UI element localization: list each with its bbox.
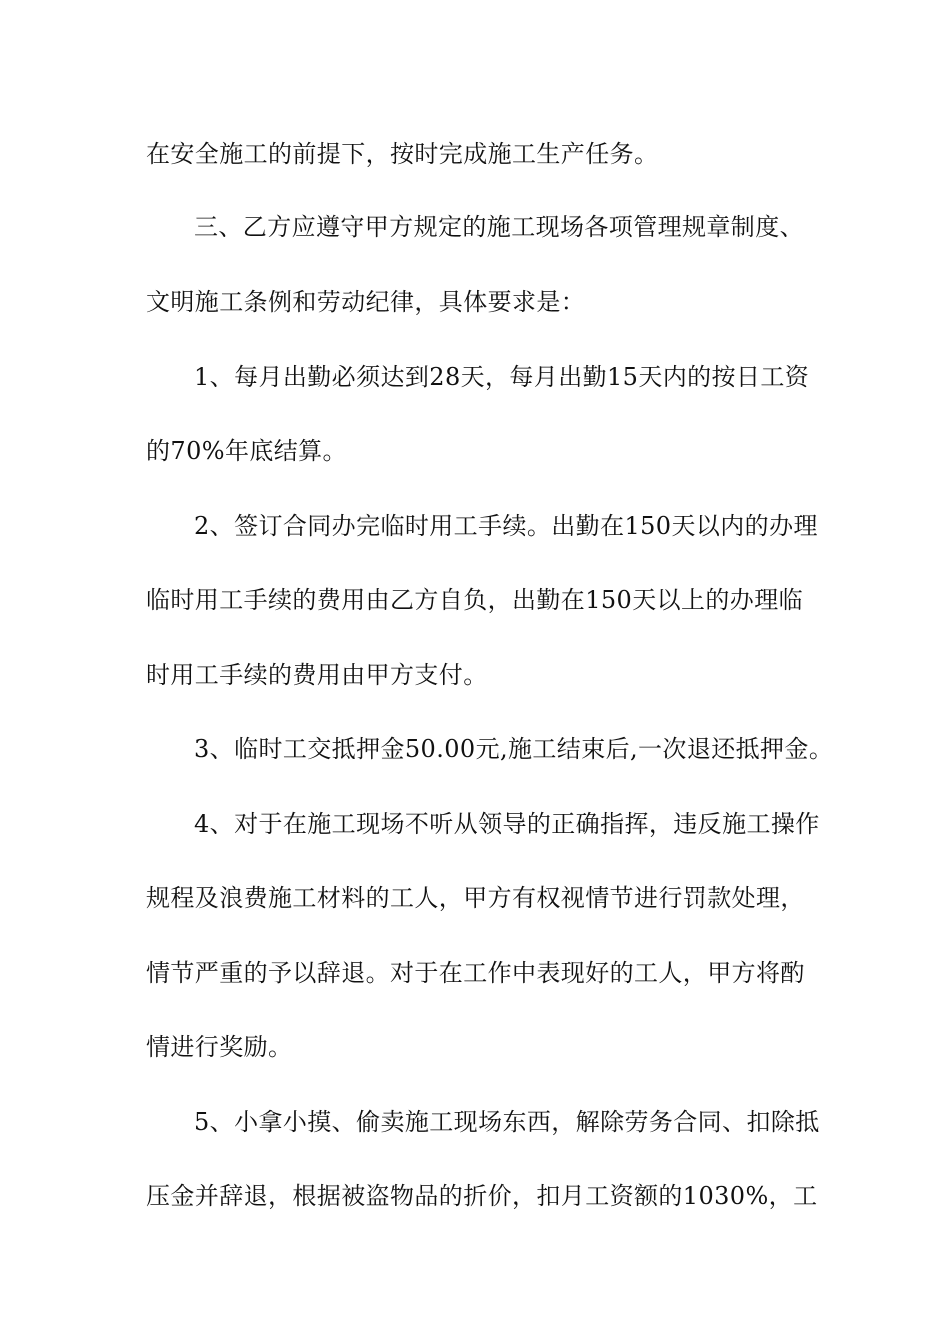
- text-line: 情节严重的予以辞退。对于在工作中表现好的工人，甲方将酌: [146, 959, 805, 987]
- text-line: 4、对于在施工现场不听从领导的正确指挥，违反施工操作: [194, 810, 820, 838]
- text-line: 3、临时工交抵押金50.00元,施工结束后,一次退还抵押金。: [194, 735, 834, 763]
- text-line: 的70%年底结算。: [146, 437, 347, 465]
- text-line: 压金并辞退，根据被盗物品的折价，扣月工资额的1030%，工: [146, 1182, 818, 1210]
- text-line: 文明施工条例和劳动纪律，具体要求是：: [146, 288, 586, 316]
- text-line: 三、乙方应遵守甲方规定的施工现场各项管理规章制度、: [194, 213, 804, 241]
- text-line: 规程及浪费施工材料的工人，甲方有权视情节进行罚款处理，: [146, 884, 805, 912]
- text-line: 临时用工手续的费用由乙方自负，出勤在150天以上的办理临: [146, 586, 804, 614]
- text-line: 在安全施工的前提下，按时完成施工生产任务。: [146, 140, 659, 168]
- text-line: 2、签订合同办完临时用工手续。出勤在150天以内的办理: [194, 512, 818, 540]
- text-line: 情进行奖励。: [146, 1033, 293, 1061]
- text-line: 1、每月出勤必须达到28天，每月出勤15天内的按日工资: [194, 363, 810, 391]
- text-line: 时用工手续的费用由甲方支付。: [146, 661, 488, 689]
- text-line: 5、小拿小摸、偷卖施工现场东西，解除劳务合同、扣除抵: [194, 1108, 820, 1136]
